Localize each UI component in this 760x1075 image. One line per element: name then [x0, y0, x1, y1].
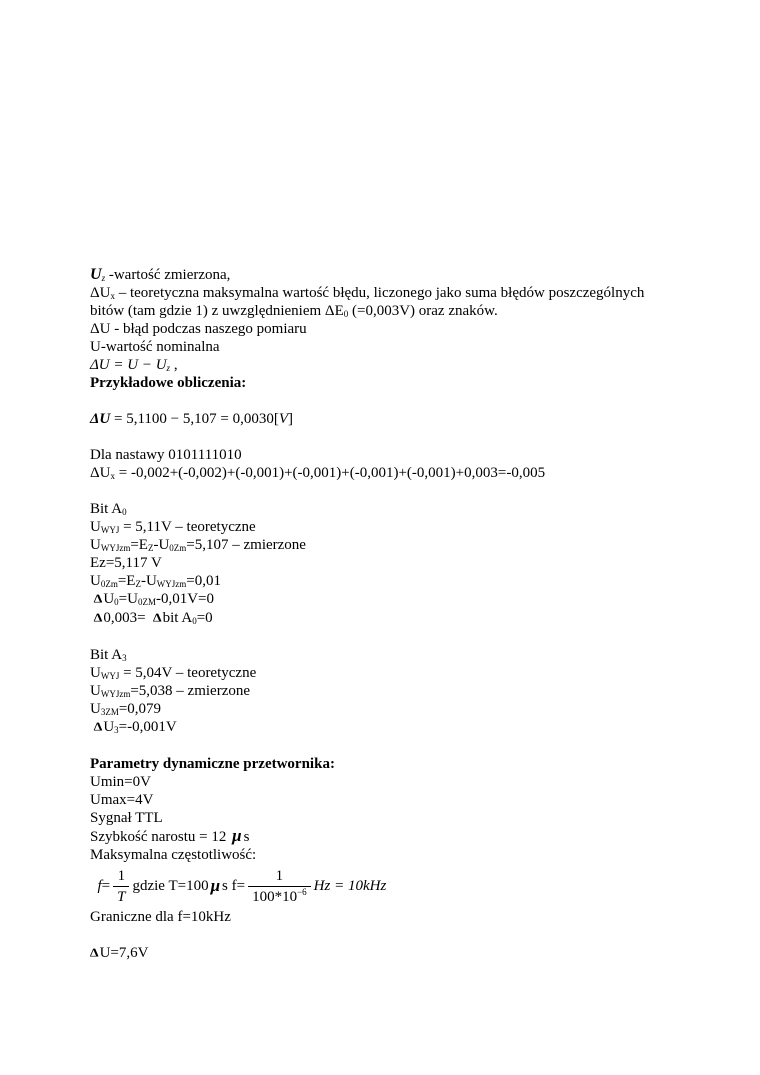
legend-u: U-wartość nominalna [90, 339, 220, 355]
document-content [90, 266, 670, 963]
bit-a3-title [90, 646, 670, 664]
dynamic-slew [90, 827, 670, 846]
a0-l2c: -U [153, 537, 170, 553]
legend-formula [90, 356, 670, 374]
bit-a0-title [90, 500, 670, 518]
dynamic-umin: Umin=0V [90, 774, 151, 790]
f-lhs: f [97, 878, 102, 894]
a0-l2-sub1: WYJzm [100, 543, 131, 553]
bit-a3-line2 [90, 682, 670, 700]
bit-a3-line3 [90, 700, 670, 718]
a0-l4c: -U [140, 573, 157, 589]
example-dux-symbol: ΔU [90, 465, 111, 481]
a0-l5b: =U [118, 591, 138, 607]
a3-l1a: U [90, 665, 101, 681]
a3-l4-sub: 3 [114, 725, 119, 735]
du-final-text: U=7,6V [99, 945, 149, 961]
calc-symbol: ΔU [90, 411, 111, 427]
delta-icon: ∆ [93, 593, 103, 606]
formula-end: , [170, 357, 178, 373]
example-setting: Dla nastawy 0101111010 [90, 447, 242, 463]
f2-result: Hz = 10kHz [313, 878, 387, 894]
gdzie-text: gdzie T=100 [132, 878, 209, 894]
frac2-num: 1 [275, 867, 284, 884]
slew-text: Szybkość narostu = 12 [90, 829, 231, 845]
bit-a3-line4 [90, 718, 670, 737]
a0-l5-sub2: 0ZM [137, 597, 156, 607]
a0-l2b: =E [130, 537, 148, 553]
bit-a3-title-text: Bit A [90, 647, 123, 663]
a0-l4-sub2: Z [135, 579, 141, 589]
delta-icon: ∆ [93, 721, 103, 734]
calc-unit: V [278, 411, 288, 427]
a0-l2d: =5,107 – zmierzone [186, 537, 306, 553]
mu-symbol: μ [232, 826, 242, 845]
bit-a0-line5 [90, 590, 670, 609]
formula-sub: z [166, 363, 171, 373]
legend-uz [90, 266, 670, 284]
a3-l4a: U [103, 719, 115, 735]
mu-symbol: μ [210, 876, 221, 895]
frac1-den: T [113, 886, 129, 906]
delta-icon: ∆ [153, 612, 162, 625]
uz-symbol: U [90, 266, 102, 283]
bit-a3-line1 [90, 664, 670, 682]
a3-l3-sub: 3ZM [100, 707, 119, 717]
dux-text: – teoretyczna maksymalna wartość błędu, liczonego jako suma błędów poszczególnych [114, 285, 645, 301]
a0-l2-sub3: 0Zm [169, 543, 187, 553]
a0-l5a: U [103, 591, 115, 607]
frac2-den [248, 886, 311, 906]
dynamic-du-final [90, 944, 670, 963]
a0-l4a: U [90, 573, 101, 589]
a0-l5c: -0,01V=0 [155, 591, 215, 607]
a0-l1-sub: WYJ [100, 525, 120, 535]
bit-a3-title-sub: 3 [122, 653, 127, 663]
dux-text2-sub: 0 [343, 309, 349, 319]
delta-icon: ∆ [90, 947, 99, 960]
a0-l5-sub1: 0 [114, 597, 119, 607]
example-dux [90, 464, 670, 482]
example-dux-sub: x [110, 471, 115, 481]
a0-l1a: U [90, 519, 101, 535]
example-calc [90, 410, 670, 428]
bit-a0-title-sub: 0 [122, 507, 127, 517]
calc-text: = 5,1100 − 5,107 = 0,0030[ [110, 411, 279, 427]
a0-l4-sub1: 0Zm [100, 579, 118, 589]
a0-l6a: 0,003= [103, 610, 150, 626]
bit-a0-line4 [90, 572, 670, 590]
fraction-1-over-t [113, 867, 129, 906]
bit-a0-line2 [90, 536, 670, 554]
a3-l4b: =-0,001V [118, 719, 177, 735]
dynamic-maxfreq: Maksymalna częstotliwość: [90, 847, 257, 863]
a0-l4b: =E [117, 573, 136, 589]
a0-l4-sub3: WYJzm [156, 579, 187, 589]
bit-a0-line3: Ez=5,117 V [90, 555, 162, 571]
dynamic-signal: Sygnał TTL [90, 810, 163, 826]
frequency-formula [90, 866, 670, 906]
calc-end: ] [288, 411, 293, 427]
uz-sub: z [101, 273, 106, 283]
fraction-1-over-100e-6 [248, 867, 311, 906]
frac2-den-exp: −6 [297, 886, 307, 897]
dux-sub: x [110, 291, 115, 301]
bit-a0-line1 [90, 518, 670, 536]
a3-l1b: = 5,04V – teoretyczne [119, 665, 257, 681]
a3-l2a: U [90, 683, 101, 699]
legend-du: ΔU - błąd podczas naszego pomiaru [90, 321, 307, 337]
dynamic-heading: Parametry dynamiczne przetwornika: [90, 756, 335, 772]
a3-l3b: =0,079 [118, 701, 162, 717]
example-dux-calc: = -0,002+(-0,002)+(-0,001)+(-0,001)+(-0,001)+(-0,001)+0,003=-0,005 [114, 465, 546, 481]
a3-l2-sub: WYJzm [100, 689, 131, 699]
frac1-num: 1 [117, 867, 126, 884]
bit-a0-line6 [90, 609, 670, 628]
example-heading: Przykładowe obliczenia: [90, 375, 247, 391]
legend-dux [90, 284, 670, 302]
a0-l6c: =0 [196, 610, 213, 626]
bit-a0-title-text: Bit A [90, 501, 123, 517]
a0-l6-sub: 0 [192, 616, 197, 626]
slew-unit: s [243, 829, 250, 845]
a3-l2b: =5,038 – zmierzone [130, 683, 251, 699]
delta-icon: ∆ [93, 612, 103, 625]
a0-l4d: =0,01 [186, 573, 222, 589]
a0-l6b: bit A [162, 610, 193, 626]
a0-l2-sub2: Z [147, 543, 154, 553]
a0-l1b: = 5,11V – teoretyczne [119, 519, 256, 535]
dynamic-umax: Umax=4V [90, 792, 154, 808]
dux-text2a: bitów (tam gdzie 1) z uwzględnieniem ΔE [90, 303, 344, 319]
gdzie-unit: s f= [222, 878, 246, 894]
a0-l2a: U [90, 537, 101, 553]
a3-l3a: U [90, 701, 101, 717]
a3-l1-sub: WYJ [100, 671, 120, 681]
uz-text: -wartość zmierzona, [105, 267, 231, 283]
legend-dux-cont [90, 302, 670, 320]
dux-symbol: ΔU [90, 285, 111, 301]
dux-text2b: (=0,003V) oraz znaków. [348, 303, 498, 319]
formula-main: ΔU = U − U [90, 357, 167, 373]
f-eq: = [101, 878, 111, 894]
frac2-den-base: 100*10 [252, 888, 298, 905]
dynamic-limit: Graniczne dla f=10kHz [90, 909, 231, 925]
